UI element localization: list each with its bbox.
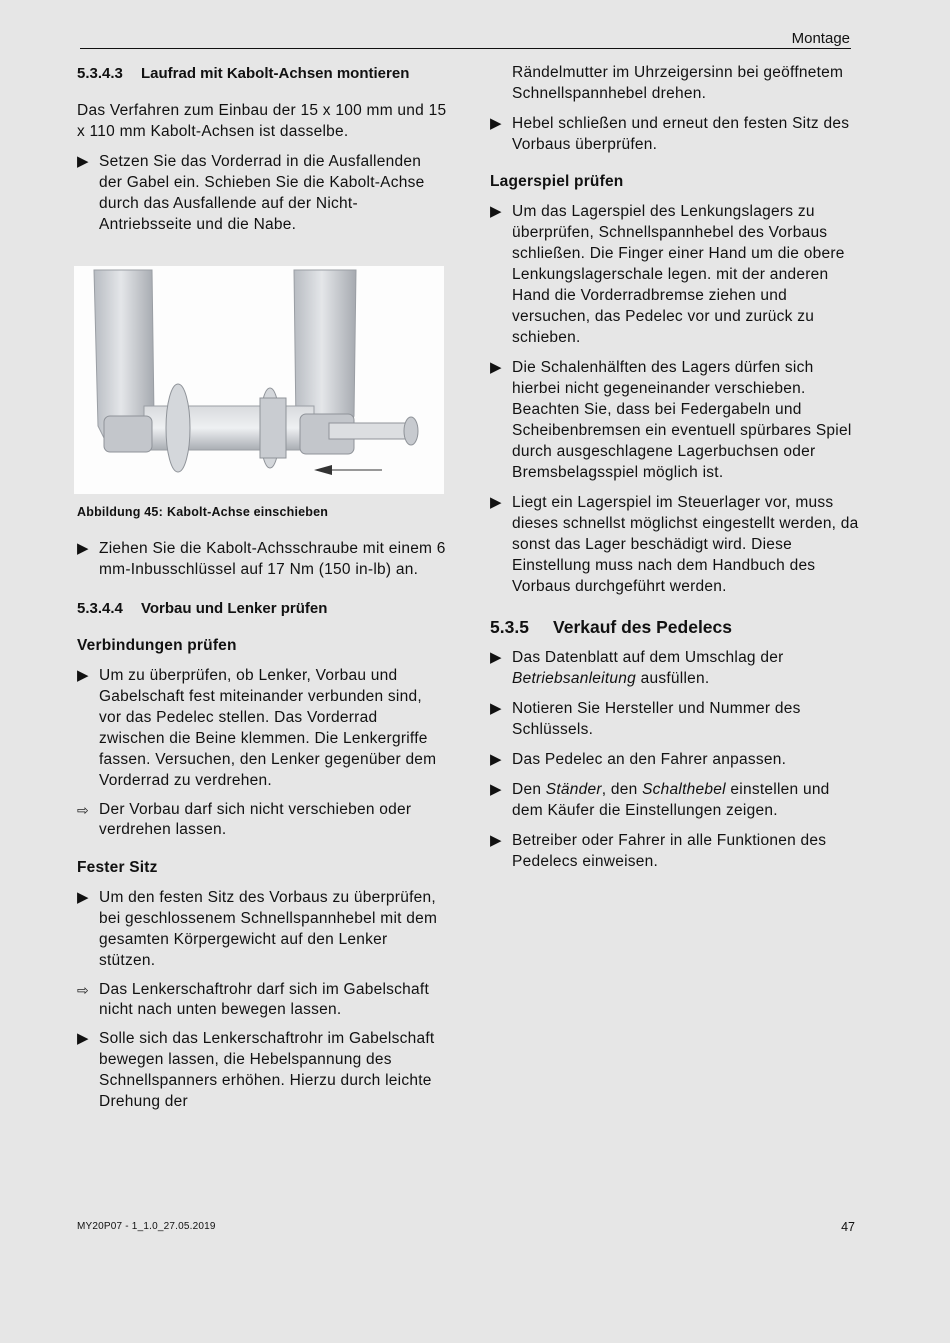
list-item (77, 538, 447, 580)
list-item (490, 492, 860, 597)
list-item-text: Um den festen Sitz des Vorbaus zu überprüfen, bei geschlossenem Schnellspannhebel mit dem gesamten Körpergewicht auf den Lenker stützen. (99, 889, 438, 969)
figure-caption-text: Kabolt-Achse einschieben (167, 505, 329, 519)
list-item-text: Um zu überprüfen, ob Lenker, Vorbau und Gabelschaft fest miteinander verbunden sind, vor das Pedelec stellen. Das Vorderrad zwischen die Beine klemmen. Die Lenkergriffe fassen. Versuchen, den Lenker gegenüber dem Vorderrad zu verdrehen. (99, 667, 437, 789)
list-item (490, 698, 860, 740)
emphasis-text: Betriebsanleitung (512, 670, 637, 687)
emphasis-text: Ständer (545, 781, 602, 798)
fork-hub-illustration (74, 266, 444, 494)
list-item-text: Die Schalenhälften des Lagers dürfen sich hierbei nicht gegeneinander verschieben. Beachten Sie, dass bei Federgabeln und Scheibenbremsen ein eventuell spürbares Spiel durch ausgeschlagene Lagerbuchsen oder Bremsbelagsspiel möglich ist. (512, 359, 852, 481)
list-item (77, 151, 447, 235)
list-item-text: Das Pedelec an den Fahrer anpassen. (512, 751, 787, 768)
footer-document-id: MY20P07 - 1_1.0_27.05.2019 (77, 1221, 216, 1232)
text-fragment: einstellen und dem Käufer die Einstellungen zeigen. (512, 781, 830, 819)
result-item-text: Das Lenkerschaftrohr darf sich im Gabelschaft nicht nach unten bewegen lassen. (99, 981, 429, 1018)
list-item-text: Betreiber oder Fahrer in alle Funktionen des Pedelecs einweisen. (512, 832, 827, 870)
list-item-text: Solle sich das Lenkerschaftrohr im Gabelschaft bewegen lassen, die Hebelspannung des Schnellspanners erhöhen. Hierzu durch leichte Drehung der (99, 1030, 435, 1110)
emphasis-text: Schalthebel (642, 781, 726, 798)
section-title: Verkauf des Pedelecs (553, 617, 732, 637)
list-item-text: Liegt ein Lagerspiel im Steuerlager vor, muss dieses schnellst möglichst eingestellt werden, da sonst das Lager beschädigt wird. Diese Einstellung muss nach dem Handbuch des Vorbaus durchgeführt werden. (512, 494, 859, 595)
triangle-bullet-icon: ▶ (490, 832, 502, 849)
triangle-bullet-icon: ▶ (77, 540, 89, 557)
left-column-top (77, 62, 447, 235)
list-item-text: Notieren Sie Hersteller und Nummer des Schlüssels. (512, 700, 801, 738)
triangle-bullet-icon: ▶ (490, 751, 502, 768)
subheading-lagerspiel: Lagerspiel prüfen (490, 173, 624, 190)
footer-page-number: 47 (841, 1220, 855, 1234)
list-item (490, 201, 860, 348)
result-item (77, 800, 447, 840)
section-number: 5.3.4.3 (77, 65, 123, 82)
list-item-continuation (490, 62, 860, 104)
triangle-bullet-icon: ▶ (490, 115, 502, 132)
result-item (77, 980, 447, 1020)
subheading-verbindungen: Verbindungen prüfen (77, 637, 237, 654)
figure-label: Abbildung 45: (77, 505, 163, 519)
triangle-bullet-icon: ▶ (490, 781, 502, 798)
triangle-bullet-icon: ▶ (490, 359, 502, 376)
text-fragment: ausfüllen. (636, 670, 710, 687)
text-fragment: , den (601, 781, 643, 798)
list-item-text (512, 649, 784, 687)
result-arrow-icon: ⇨ (77, 802, 89, 818)
section-heading-5-3-4-4 (77, 597, 447, 621)
list-item-text: Hebel schließen und erneut den festen Sitz des Vorbaus überprüfen. (512, 115, 850, 153)
list-item-text: Ziehen Sie die Kabolt-Achsschraube mit einem 6 mm-Inbusschlüssel auf 17 Nm (150 in-lb) an. (99, 540, 446, 578)
triangle-bullet-icon: ▶ (77, 1030, 89, 1047)
left-column-bottom (77, 538, 447, 1112)
list-item (490, 113, 860, 155)
list-item (490, 749, 860, 770)
header-rule (80, 48, 851, 49)
triangle-bullet-icon: ▶ (490, 494, 502, 511)
text-fragment: Den (512, 781, 546, 798)
list-item (77, 1028, 447, 1112)
triangle-bullet-icon: ▶ (77, 153, 89, 170)
figure-kabolt-axle (74, 266, 444, 494)
section-title: Laufrad mit Kabolt-Achsen montieren (141, 65, 410, 82)
header-section-label: Montage (791, 30, 850, 47)
paragraph-intro: Das Verfahren zum Einbau der 15 x 100 mm und 15 x 110 mm Kabolt-Achsen ist dasselbe. (77, 102, 447, 140)
subheading-fester-sitz: Fester Sitz (77, 859, 158, 876)
section-title: Vorbau und Lenker prüfen (141, 600, 328, 617)
result-arrow-icon: ⇨ (77, 982, 89, 998)
triangle-bullet-icon: ▶ (490, 649, 502, 666)
section-heading-5-3-5 (490, 614, 860, 640)
list-item (490, 830, 860, 872)
list-item-text (512, 781, 830, 819)
list-item (490, 357, 860, 483)
triangle-bullet-icon: ▶ (77, 667, 89, 684)
section-number: 5.3.4.4 (77, 600, 123, 617)
list-item (490, 779, 860, 821)
list-item (77, 887, 447, 971)
list-item (490, 647, 860, 689)
section-heading-5-3-4-3 (77, 62, 447, 86)
section-number: 5.3.5 (490, 617, 529, 637)
list-item-text: Setzen Sie das Vorderrad in die Ausfallenden der Gabel ein. Schieben Sie die Kabolt-Achse durch das Ausfallende auf der Nicht-Antriebsseite und die Nabe. (99, 153, 425, 233)
list-item (77, 665, 447, 791)
list-item-text: Um das Lagerspiel des Lenkungslagers zu überprüfen, Schnellspannhebel des Vorbaus schließen. Die Finger einer Hand um die obere Lenkungslagerschale legen. mit der anderen Hand die Vorderradbremse ziehen und versuchen, das Pedelec vor und zurück zu schieben. (512, 203, 845, 346)
right-column (490, 62, 860, 872)
triangle-bullet-icon: ▶ (77, 889, 89, 906)
triangle-bullet-icon: ▶ (490, 700, 502, 717)
triangle-bullet-icon: ▶ (490, 203, 502, 220)
result-item-text: Der Vorbau darf sich nicht verschieben oder verdrehen lassen. (99, 801, 412, 838)
figure-caption (77, 505, 328, 519)
text-fragment: Das Datenblatt auf dem Umschlag der (512, 649, 784, 666)
list-item-text: Rändelmutter im Uhrzeigersinn bei geöffnetem Schnellspannhebel drehen. (512, 64, 844, 102)
